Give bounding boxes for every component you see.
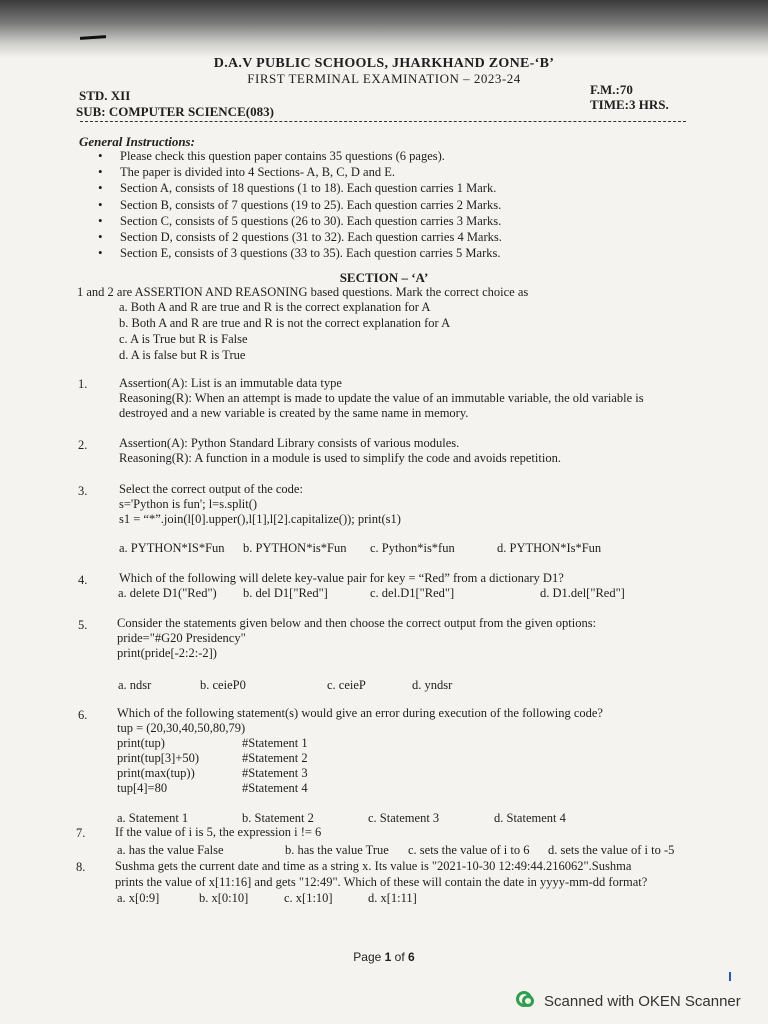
q7-option-c: c. sets the value of i to 6	[408, 843, 530, 857]
q4-option-a: a. delete D1("Red")	[118, 586, 217, 600]
q3-option-a: a. PYTHON*IS*Fun	[119, 541, 225, 555]
page-current: 1	[384, 950, 392, 964]
q7-option-b: b. has the value True	[285, 843, 389, 857]
full-marks-label: F.M.:70	[590, 82, 633, 97]
scanner-watermark	[516, 990, 741, 1012]
q2-reason: Reasoning(R): A function in a module is used to simplify the code and avoids repetition.	[119, 451, 561, 465]
question-number: 4.	[78, 573, 88, 587]
oken-logo-icon	[516, 991, 536, 1011]
q3-code-line-2: s1 = “*”.join(l[0].upper(),l[1],l[2].capitalize()); print(s1)	[119, 512, 401, 526]
page-total: 6	[408, 950, 415, 964]
q8-option-d: d. x[1:11]	[368, 891, 417, 905]
q6-code-label: #Statement 4	[242, 781, 308, 795]
class-label: STD. XII	[79, 88, 131, 103]
q5-stem: Consider the statements given below and then choose the correct output from the given options:	[117, 616, 597, 630]
q5-code-line-1: pride="#G20 Presidency"	[117, 631, 246, 645]
question-number: 3.	[78, 484, 88, 498]
q6-code-label: #Statement 1	[242, 736, 308, 750]
q6-option-b: b. Statement 2	[242, 811, 314, 825]
q1-assertion: Assertion(A): List is an immutable data type	[119, 376, 342, 390]
q8-stem-line-1: Sushma gets the current date and time as a string x. Its value is "2021-10-30 12:49:44.216062".Sushma	[115, 859, 632, 873]
q6-code-stmt: tup[4]=80	[117, 781, 168, 795]
q3-option-d: d. PYTHON*Is*Fun	[497, 541, 602, 555]
exam-title: FIRST TERMINAL EXAMINATION – 2023-24	[247, 71, 521, 86]
q1-reason: Reasoning(R): When an attempt is made to update the value of an immutable variable, the old variable is	[119, 391, 644, 405]
q6-code-label: #Statement 2	[242, 751, 308, 765]
q4-option-c: c. del.D1["Red"]	[370, 586, 455, 600]
q6-code-label: #Statement 3	[242, 766, 308, 780]
dashed-divider	[80, 121, 686, 122]
q7-option-d: d. sets the value of i to -5	[548, 843, 675, 857]
instruction-item: • Section D, consists of 2 questions (31 to 32). Each question carries 4 Marks.	[98, 229, 502, 245]
q7-stem: If the value of i is 5, the expression i != 6	[115, 825, 322, 839]
q8-option-a: a. x[0:9]	[117, 891, 160, 905]
school-title: D.A.V PUBLIC SCHOOLS, JHARKHAND ZONE-‘B’	[213, 56, 555, 71]
instructions-list	[98, 148, 502, 261]
instruction-item: • Section B, consists of 7 questions (19 to 25). Each question carries 2 Marks.	[98, 197, 502, 213]
q4-stem: Which of the following will delete key-value pair for key = “Red” from a dictionary D1?	[119, 571, 564, 585]
section-a-title: SECTION – ‘A’	[339, 270, 429, 285]
q8-stem-line-2: prints the value of x[11:16] and gets "12:49". Which of these will contain the date in yyyy-mm-dd format?	[115, 875, 648, 889]
q5-code-line-2: print(pride[-2:2:-2])	[117, 646, 217, 660]
q4-option-d: d. D1.del["Red"]	[540, 586, 625, 600]
instructions-title: General Instructions:	[79, 134, 195, 149]
q6-option-d: d. Statement 4	[494, 811, 566, 825]
q3-stem: Select the correct output of the code:	[119, 482, 303, 496]
ar-choice-b: b. Both A and R are true and R is not the correct explanation for A	[119, 316, 451, 330]
q6-code-tuple: tup = (20,30,40,50,80,79)	[117, 721, 246, 735]
q3-option-c: c. Python*is*fun	[370, 541, 455, 555]
page-number	[0, 950, 768, 964]
page-prefix: Page	[353, 950, 385, 964]
scanner-text: Scanned with OKEN Scanner	[544, 992, 741, 1010]
q1-reason-cont: destroyed and a new variable is created by the same name in memory.	[119, 406, 469, 420]
q6-code-stmt: print(tup)	[117, 736, 165, 750]
instruction-item: • Section A, consists of 18 questions (1 to 18). Each question carries 1 Mark.	[98, 180, 502, 196]
q2-assertion: Assertion(A): Python Standard Library consists of various modules.	[119, 436, 460, 450]
question-number: 2.	[78, 438, 88, 452]
ar-choice-c: c. A is True but R is False	[119, 332, 248, 346]
subject-label: SUB: COMPUTER SCIENCE(083)	[76, 104, 274, 119]
q8-option-b: b. x[0:10]	[199, 891, 249, 905]
page-mid: of	[391, 950, 409, 964]
q6-option-c: c. Statement 3	[368, 811, 440, 825]
q7-option-a: a. has the value False	[117, 843, 224, 857]
time-label: TIME:3 HRS.	[590, 97, 669, 112]
instruction-item: • The paper is divided into 4 Sections- A, B, C, D and E.	[98, 164, 502, 180]
q4-option-b: b. del D1["Red"]	[243, 586, 328, 600]
instruction-item: • Please check this question paper contains 35 questions (6 pages).	[98, 148, 502, 164]
ar-choice-a: a. Both A and R are true and R is the correct explanation for A	[119, 300, 431, 314]
question-number: 5.	[78, 618, 88, 632]
q3-option-b: b. PYTHON*is*Fun	[243, 541, 347, 555]
q6-option-a: a. Statement 1	[117, 811, 189, 825]
question-number: 6.	[78, 708, 88, 722]
ar-choice-d: d. A is false but R is True	[119, 348, 246, 362]
q6-code-stmt: print(max(tup))	[117, 766, 195, 780]
instruction-item: • Section C, consists of 5 questions (26 to 30). Each question carries 3 Marks.	[98, 213, 502, 229]
instruction-item: • Section E, consists of 3 questions (33 to 35). Each question carries 5 Marks.	[98, 245, 502, 261]
q5-option-d: d. yndsr	[412, 678, 453, 692]
q3-code-line-1: s='Python is fun'; l=s.split()	[119, 497, 258, 511]
q5-option-b: b. ceieP0	[200, 678, 246, 692]
assertion-reason-intro: 1 and 2 are ASSERTION AND REASONING based questions. Mark the correct choice as	[77, 285, 529, 299]
question-number: 8.	[76, 860, 86, 874]
q5-option-a: a. ndsr	[118, 678, 152, 692]
q6-code-stmt: print(tup[3]+50)	[117, 751, 200, 765]
q8-option-c: c. x[1:10]	[284, 891, 333, 905]
q5-option-c: c. ceieP	[327, 678, 366, 692]
pen-mark	[729, 972, 731, 981]
q6-stem: Which of the following statement(s) would give an error during execution of the following code?	[117, 706, 603, 720]
question-number: 7.	[76, 826, 86, 840]
question-number: 1.	[78, 377, 88, 391]
